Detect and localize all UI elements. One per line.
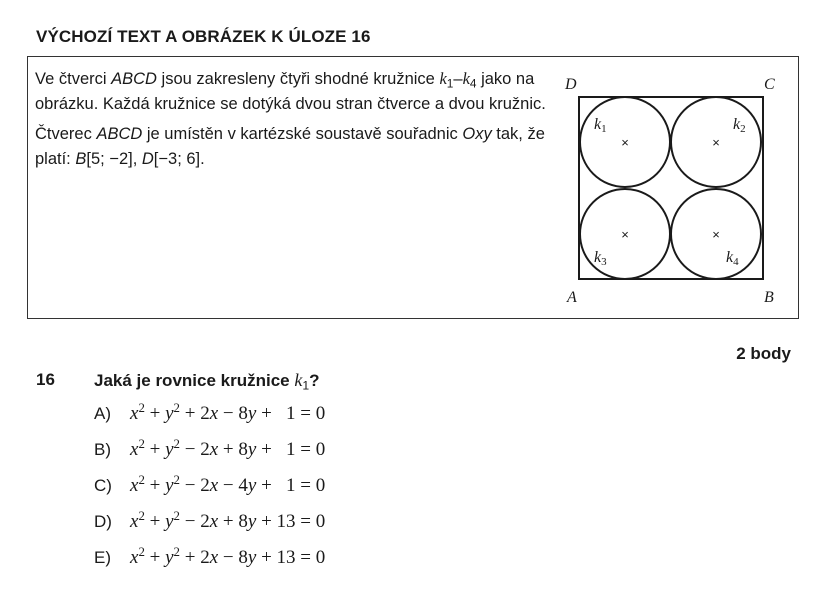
vertex-label-c: C: [764, 76, 775, 93]
option-equation: $x^2 + y^2 - 2x - 4y + 1 = 0$: [130, 471, 326, 496]
intro-text: [35, 66, 555, 172]
option-label: B): [94, 440, 111, 459]
vertex-label-d: D: [565, 76, 577, 93]
center-mark-k2: ×: [712, 135, 720, 150]
circle-label-k3: k3: [594, 249, 607, 268]
option-equation: $x^2 + y^2 + 2x - 8y + 13 = 0$: [130, 543, 326, 568]
option-b[interactable]: [94, 435, 326, 475]
option-equation: $x^2 + y^2 - 2x + 8y + 13 = 0$: [130, 507, 326, 532]
circle-label-k1: k1: [594, 116, 607, 135]
option-label: D): [94, 512, 112, 531]
option-equation: $x^2 + y^2 + 2x - 8y + 1 = 0$: [130, 399, 326, 424]
circle-label-k2: k2: [733, 116, 746, 135]
intro-paragraph-1: Ve čtverci ABCD jsou zakresleny čtyři shodné kružnice $k_1-k_4$ jako na obrázku. Každá kružnice se dotýká dvou stran čtverce a dvou kružnic.: [35, 69, 546, 113]
option-equation: $x^2 + y^2 - 2x + 8y + 1 = 0$: [130, 435, 326, 460]
answer-options: [94, 399, 326, 583]
section-heading: VÝCHOZÍ TEXT A OBRÁZEK K ÚLOZE 16: [36, 27, 371, 46]
vertex-label-b: B: [764, 289, 774, 306]
option-label: C): [94, 476, 112, 495]
option-label: A): [94, 404, 111, 423]
vertex-label-a: A: [567, 289, 577, 306]
center-mark-k3: ×: [621, 227, 629, 242]
question-number: 16: [36, 370, 55, 389]
option-label: E): [94, 548, 111, 567]
square-figure: [560, 70, 800, 310]
option-a[interactable]: [94, 399, 326, 439]
center-mark-k1: ×: [621, 135, 629, 150]
question-text: Jaká je rovnice kružnice $k_1$?: [94, 370, 320, 393]
circle-label-k4: k4: [726, 249, 739, 268]
points-label: 2 body: [736, 344, 791, 363]
option-c[interactable]: [94, 471, 326, 511]
option-e[interactable]: [94, 543, 326, 583]
center-mark-k4: ×: [712, 227, 720, 242]
option-d[interactable]: [94, 507, 326, 547]
intro-paragraph-2: Čtverec ABCD je umístěn v kartézské soustavě souřadnic Oxy tak, že platí: B[5; −2], D[−3; 6].: [35, 125, 545, 168]
